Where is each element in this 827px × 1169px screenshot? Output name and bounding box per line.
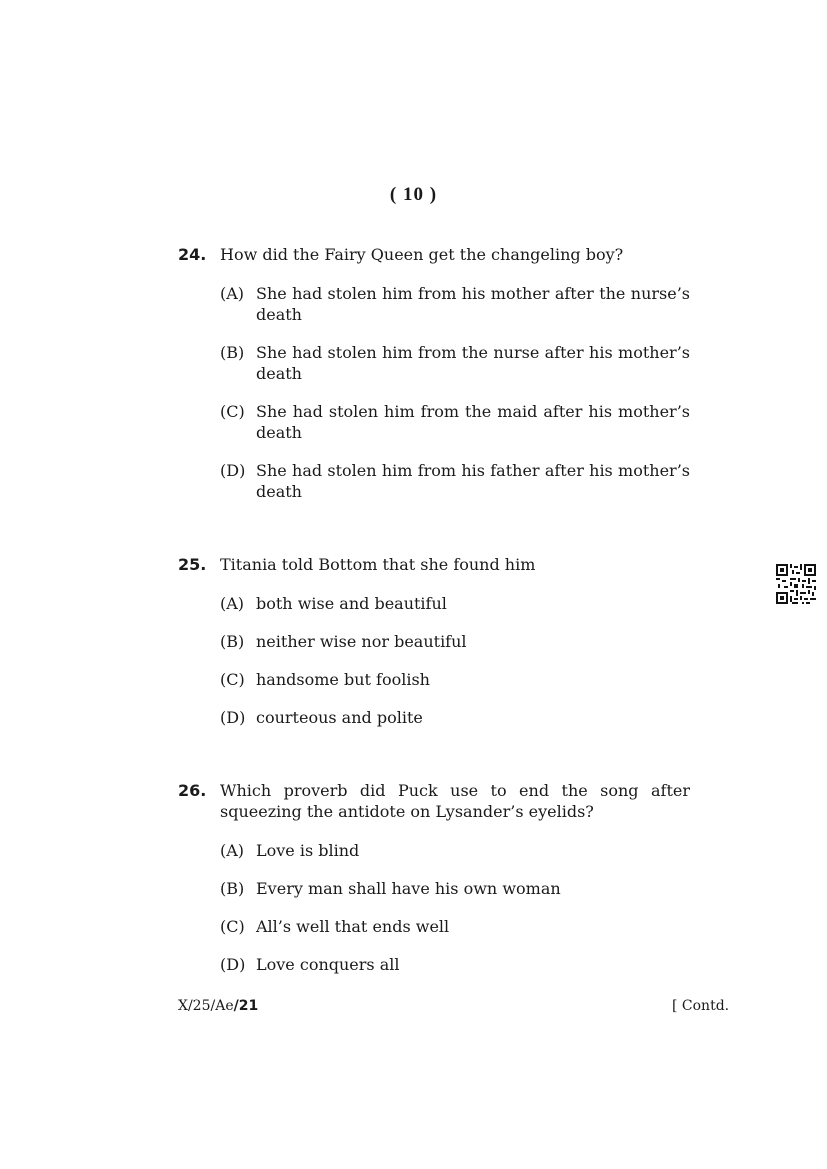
option-b xyxy=(220,878,690,899)
page-number-text: ( 10 ) xyxy=(389,184,438,205)
question-stem xyxy=(178,780,690,822)
question-text: Which proverb did Puck use to end the song after squeezing the antidote on Lysander’s eyelids? xyxy=(220,781,690,821)
continued-marker: [ Contd. xyxy=(672,998,730,1014)
option-d xyxy=(220,954,690,975)
question-text: How did the Fairy Queen get the changeling boy? xyxy=(220,245,624,264)
question-number: 24. xyxy=(178,245,207,264)
option-text: She had stolen him from the maid after his mother’s death xyxy=(256,402,690,442)
option-letter: (D) xyxy=(220,955,246,974)
option-letter: (B) xyxy=(220,879,245,898)
option-text: Love is blind xyxy=(256,841,360,860)
question-stem xyxy=(178,244,690,265)
question-number: 25. xyxy=(178,555,207,574)
options-list xyxy=(178,593,690,728)
options-list xyxy=(178,283,690,502)
options-list xyxy=(178,840,690,975)
option-c xyxy=(220,669,690,690)
option-letter: (D) xyxy=(220,461,246,480)
question-number: 26. xyxy=(178,781,207,800)
qr-code-icon xyxy=(776,564,816,604)
question-26 xyxy=(178,780,690,992)
option-c xyxy=(220,916,690,937)
question-stem xyxy=(178,554,690,575)
option-text: neither wise nor beautiful xyxy=(256,632,467,651)
option-text: courteous and polite xyxy=(256,708,423,727)
option-letter: (C) xyxy=(220,917,245,936)
paper-code-suffix: /21 xyxy=(233,998,259,1014)
option-a xyxy=(220,593,690,614)
option-letter: (B) xyxy=(220,343,245,362)
option-b xyxy=(220,631,690,652)
option-b xyxy=(220,342,690,384)
option-text: both wise and beautiful xyxy=(256,594,447,613)
option-text: Love conquers all xyxy=(256,955,400,974)
option-d xyxy=(220,460,690,502)
option-text: She had stolen him from his mother after the nurse’s death xyxy=(256,284,690,324)
page-number xyxy=(0,184,827,206)
option-text: She had stolen him from the nurse after his mother’s death xyxy=(256,343,690,383)
option-d xyxy=(220,707,690,728)
option-letter: (A) xyxy=(220,284,245,303)
option-letter: (C) xyxy=(220,670,245,689)
option-a xyxy=(220,283,690,325)
option-letter: (A) xyxy=(220,841,245,860)
option-a xyxy=(220,840,690,861)
option-text: Every man shall have his own woman xyxy=(256,879,561,898)
paper-code xyxy=(178,998,258,1014)
question-24 xyxy=(178,244,690,519)
option-text: handsome but foolish xyxy=(256,670,430,689)
option-letter: (D) xyxy=(220,708,246,727)
question-text: Titania told Bottom that she found him xyxy=(220,555,536,574)
question-25 xyxy=(178,554,690,745)
paper-code-prefix: X/25/Ae xyxy=(178,998,234,1014)
option-letter: (B) xyxy=(220,632,245,651)
option-letter: (C) xyxy=(220,402,245,421)
option-text: She had stolen him from his father after his mother’s death xyxy=(256,461,690,501)
option-letter: (A) xyxy=(220,594,245,613)
option-text: All’s well that ends well xyxy=(256,917,450,936)
option-c xyxy=(220,401,690,443)
